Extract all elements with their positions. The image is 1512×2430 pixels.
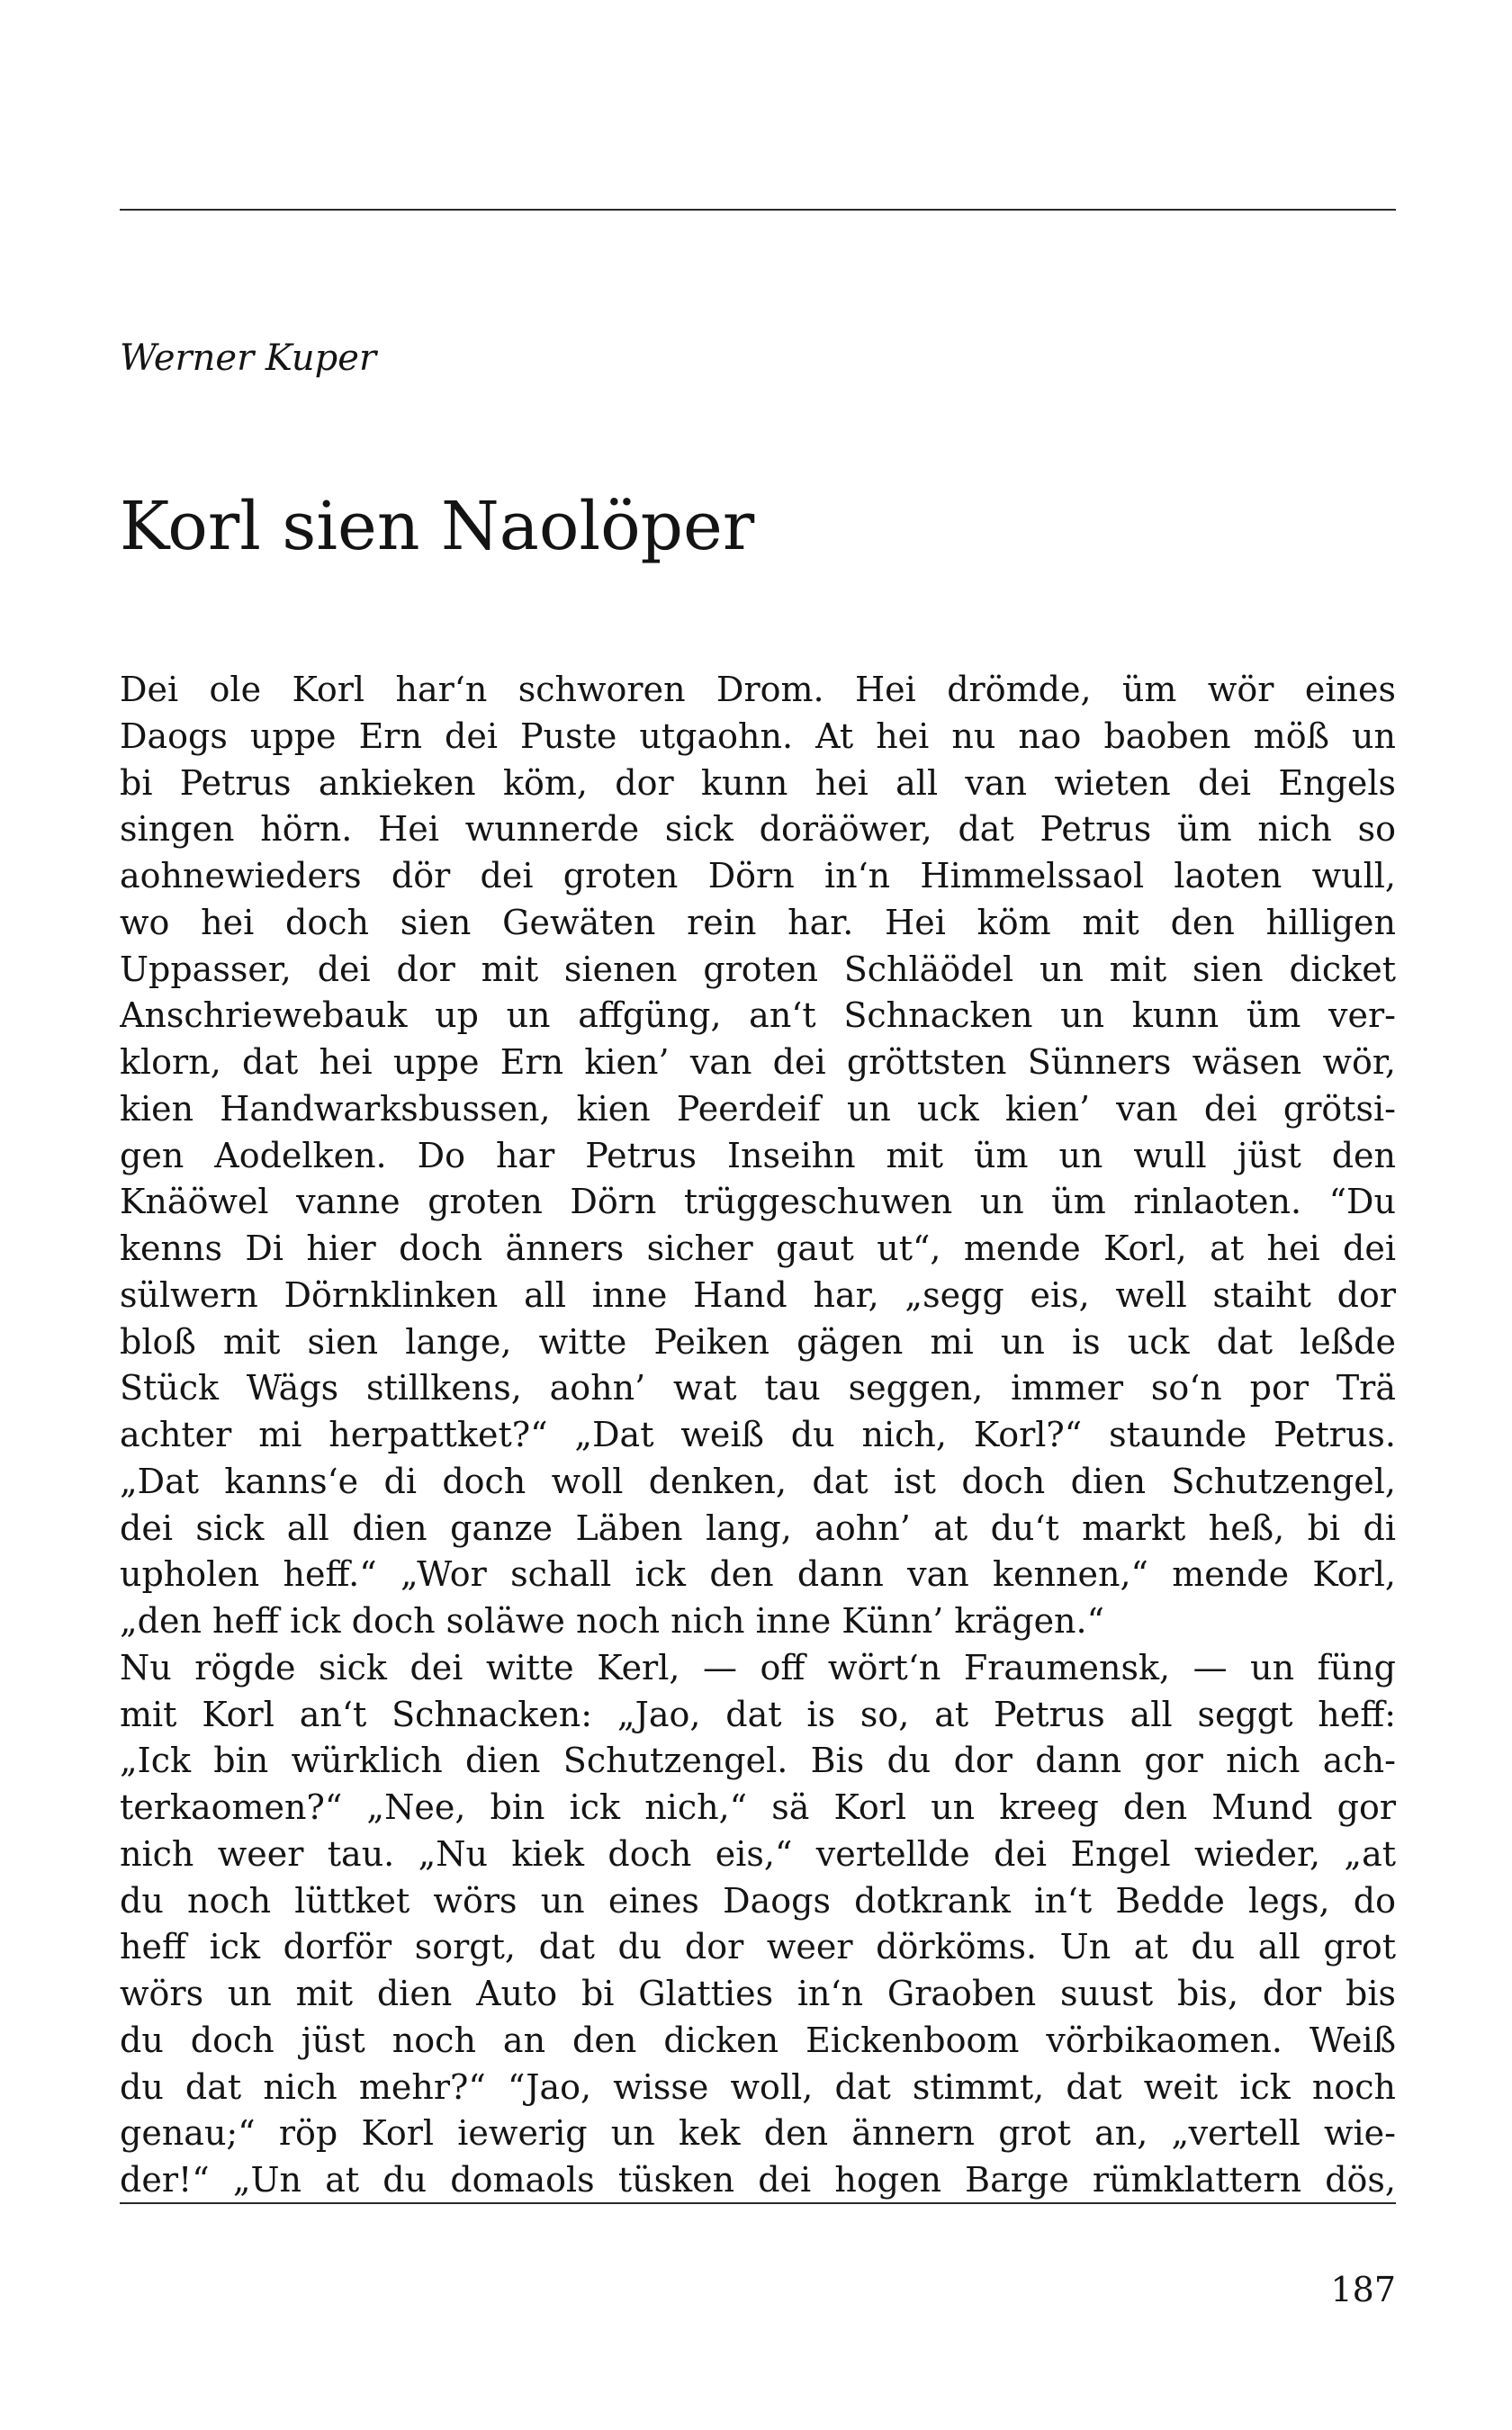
text-line: aohnewieders dör dei groten Dörn in‘n Himmelssaol laoten wull, <box>120 856 1396 896</box>
text-line: kenns Di hier doch änners sicher gaut ut“, mende Korl, at hei dei <box>120 1228 1396 1268</box>
text-line: bloß mit sien lange, witte Peiken gägen mi un is uck dat leßde <box>120 1321 1396 1362</box>
text-line: klorn, dat hei uppe Ern kien’ van dei gröttsten Sünners wäsen wör, <box>120 1042 1396 1082</box>
text-line: singen hörn. Hei wunnerde sick doräöwer, dat Petrus üm nich so <box>120 809 1396 850</box>
text-line: wo hei doch sien Gewäten rein har. Hei köm mit den hilligen <box>120 902 1396 942</box>
text-line: „den heff ick doch soläwe noch nich inne Künn’ krägen.“ <box>120 1601 1105 1641</box>
bottom-rule <box>120 2202 1396 2204</box>
text-line: „Ick bin würklich dien Schutzengel. Bis du dor dann gor nich ach- <box>120 1741 1396 1781</box>
text-line: „Dat kanns‘e di doch woll denken, dat ist doch dien Schutzengel, <box>120 1461 1396 1501</box>
text-line: wörs un mit dien Auto bi Glatties in‘n Graoben suust bis, dor bis <box>120 1974 1396 2013</box>
text-line: gen Aodelken. Do har Petrus Inseihn mit üm un wull jüst den <box>120 1135 1396 1175</box>
author-name: Werner Kuper <box>120 338 377 379</box>
text-line: du noch lüttket wörs un eines Daogs dotkrank in‘t Bedde legs, do <box>120 1880 1396 1921</box>
text-line: dei sick all dien ganze Läben lang, aohn’ at du‘t markt heß, bi di <box>120 1508 1396 1548</box>
text-line: du dat nich mehr?“ “Jao, wisse woll, dat stimmt, dat weit ick noch <box>120 2066 1396 2107</box>
text-line: Uppasser, dei dor mit sienen groten Schläödel un mit sien dicket <box>120 949 1396 989</box>
text-line: du doch jüst noch an den dicken Eickenboom vörbikaomen. Weiß <box>120 2020 1396 2060</box>
text-line: Nu rögde sick dei witte Kerl, — off wört‘n Fraumensk, — un füng <box>120 1647 1396 1688</box>
text-line: achter mi herpattket?“ „Dat weiß du nich, Korl?“ staunde Petrus. <box>120 1415 1396 1454</box>
text-line: genau;“ röp Korl iewerig un kek den ännern grot an, „vertell wie- <box>120 2113 1396 2154</box>
text-line: sülwern Dörnklinken all inne Hand har, „segg eis, well staiht dor <box>120 1274 1396 1315</box>
text-line: bi Petrus ankieken köm, dor kunn hei all van wieten dei Engels <box>120 762 1396 803</box>
text-line: nich weer tau. „Nu kiek doch eis,“ vertellde dei Engel wieder, „at <box>120 1833 1396 1874</box>
text-line: mit Korl an‘t Schnacken: „Jao, dat is so, at Petrus all seggt heff: <box>120 1694 1396 1734</box>
text-line: upholen heff.“ „Wor schall ick den dann van kennen,“ mende Korl, <box>120 1554 1396 1595</box>
text-line: Dei ole Korl har‘n schworen Drom. Hei drömde, üm wör eines <box>120 670 1396 709</box>
text-line: Daogs uppe Ern dei Puste utgaohn. At hei nu nao baoben möß un <box>120 716 1396 756</box>
top-rule <box>120 209 1396 211</box>
text-line: Anschriewebauk up un affgüng, an‘t Schnacken un kunn üm ver- <box>120 995 1396 1036</box>
page-number: 187 <box>1330 2270 1396 2309</box>
text-line: Stück Wägs stillkens, aohn’ wat tau seggen, immer so‘n por Trä <box>120 1368 1396 1408</box>
text-line: heff ick dorför sorgt, dat du dor weer dörköms. Un at du all grot <box>120 1927 1396 1967</box>
body-text <box>120 667 1396 2204</box>
text-line: Knäöwel vanne groten Dörn trüggeschuwen un üm rinlaoten. “Du <box>120 1182 1396 1222</box>
text-line: kien Handwarksbussen, kien Peerdeif un uck kien’ van dei grötsi- <box>120 1088 1396 1129</box>
text-line: terkaomen?“ „Nee, bin ick nich,“ sä Korl un kreeg den Mund gor <box>120 1787 1396 1827</box>
story-title: Korl sien Naolöper <box>120 488 755 565</box>
text-line: der!“ „Un at du domaols tüsken dei hogen Barge rümklattern dös, <box>120 2160 1396 2200</box>
